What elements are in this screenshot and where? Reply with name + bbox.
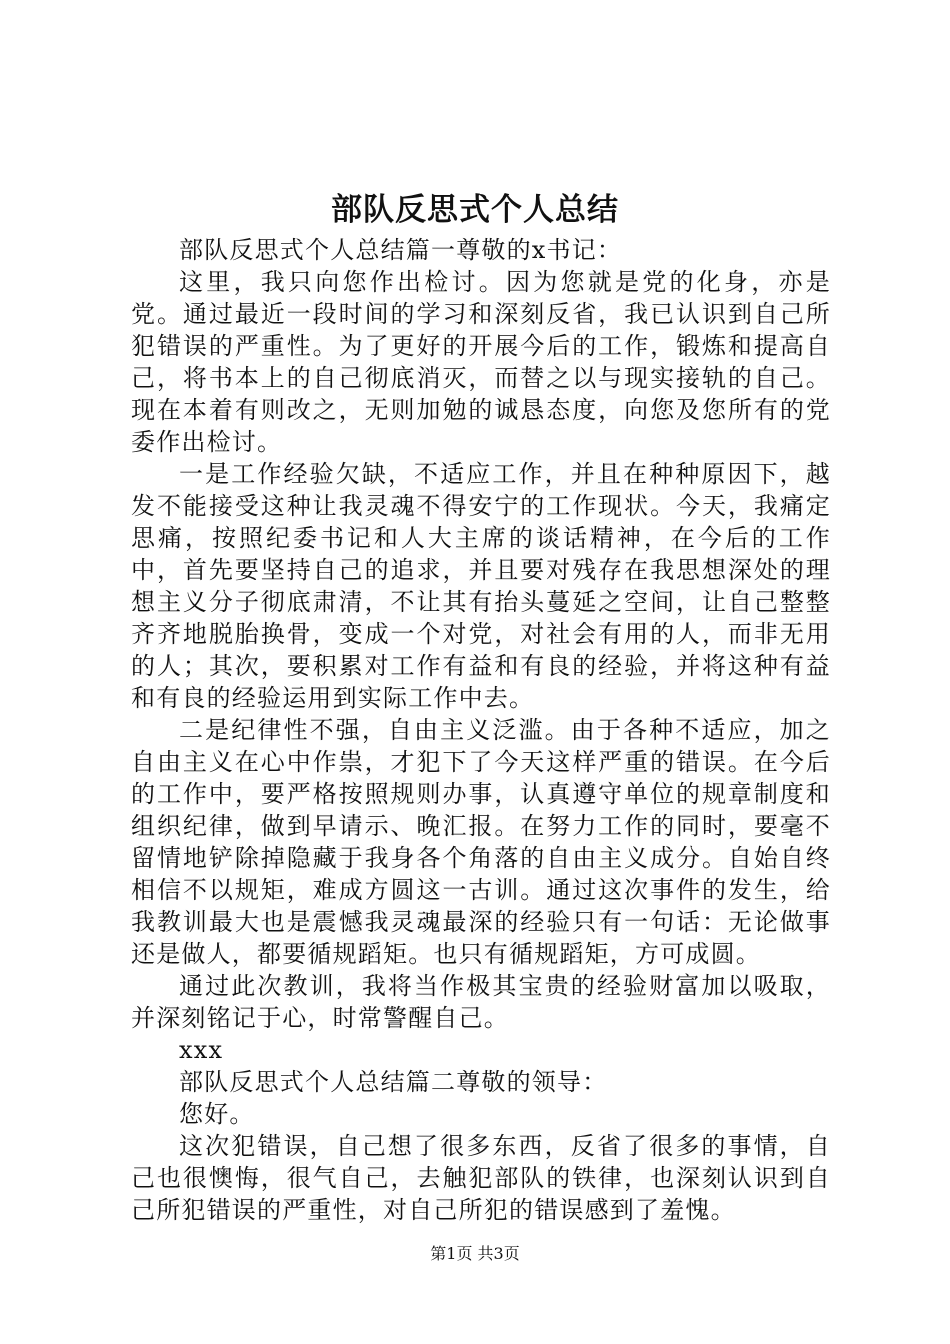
paragraph-2: 一是工作经验欠缺，不适应工作，并且在种种原因下，越发不能接受这种让我灵魂不得安宁的工作现状。今天，我痛定思痛，按照纪委书记和人大主席的谈话精神，在今后的工作中，首先要坚持自己的追求，并且要对残存在我思想深处的理想主义分子彻底肃清，不让其有抬头蔓延之空间，让自己整整齐齐地脱胎换骨，变成一个对党，对社会有用的人，而非无用的人；其次，要积累对工作有益和有良的经验，并将这种有益和有良的经验运用到实际工作中去。 [131,460,831,712]
paragraph-greeting-2: 部队反思式个人总结篇二尊敬的领导： [179,1068,608,1096]
document-body [131,234,831,1226]
page-footer: 第1页 共3页 [430,1244,520,1263]
paragraph-3: 二是纪律性不强，自由主义泛滥。由于各种不适应，加之自由主义在心中作祟，才犯下了今天这样严重的错误。在今后的工作中，要严格按照规则办事，认真遵守单位的规章制度和组织纪律，做到早请示、晚汇报。在努力工作的同时，要毫不留情地铲除掉隐藏于我身各个角落的自由主义成分。自始自终相信不以规矩，难成方圆这一古训。通过这次事件的发生，给我教训最大也是震憾我灵魂最深的经验只有一句话：无论做事还是做人，都要循规蹈矩。也只有循规蹈矩，方可成圆。 [131,716,831,968]
paragraph-4: 通过此次教训，我将当作极其宝贵的经验财富加以吸取，并深刻铭记于心，时常警醒自己。 [131,972,831,1032]
signature: xxx [179,1036,224,1064]
paragraph-salutation: 您好。 [179,1100,255,1128]
paragraph-5: 这次犯错误，自己想了很多东西，反省了很多的事情，自己也很懊悔，很气自己，去触犯部队的铁律，也深刻认识到自己所犯错误的严重性，对自己所犯的错误感到了羞愧。 [131,1132,831,1224]
document-title: 部队反思式个人总结 [331,192,619,228]
paragraph-greeting-1: 部队反思式个人总结篇一尊敬的x书记： [179,236,623,264]
paragraph-1: 这里，我只向您作出检讨。因为您就是党的化身，亦是党。通过最近一段时间的学习和深刻反省，我已认识到自己所犯错误的严重性。为了更好的开展今后的工作，锻炼和提高自己，将书本上的自己彻底消灭，而替之以与现实接轨的自己。现在本着有则改之，无则加勉的诚恳态度，向您及您所有的党委作出检讨。 [131,268,831,456]
